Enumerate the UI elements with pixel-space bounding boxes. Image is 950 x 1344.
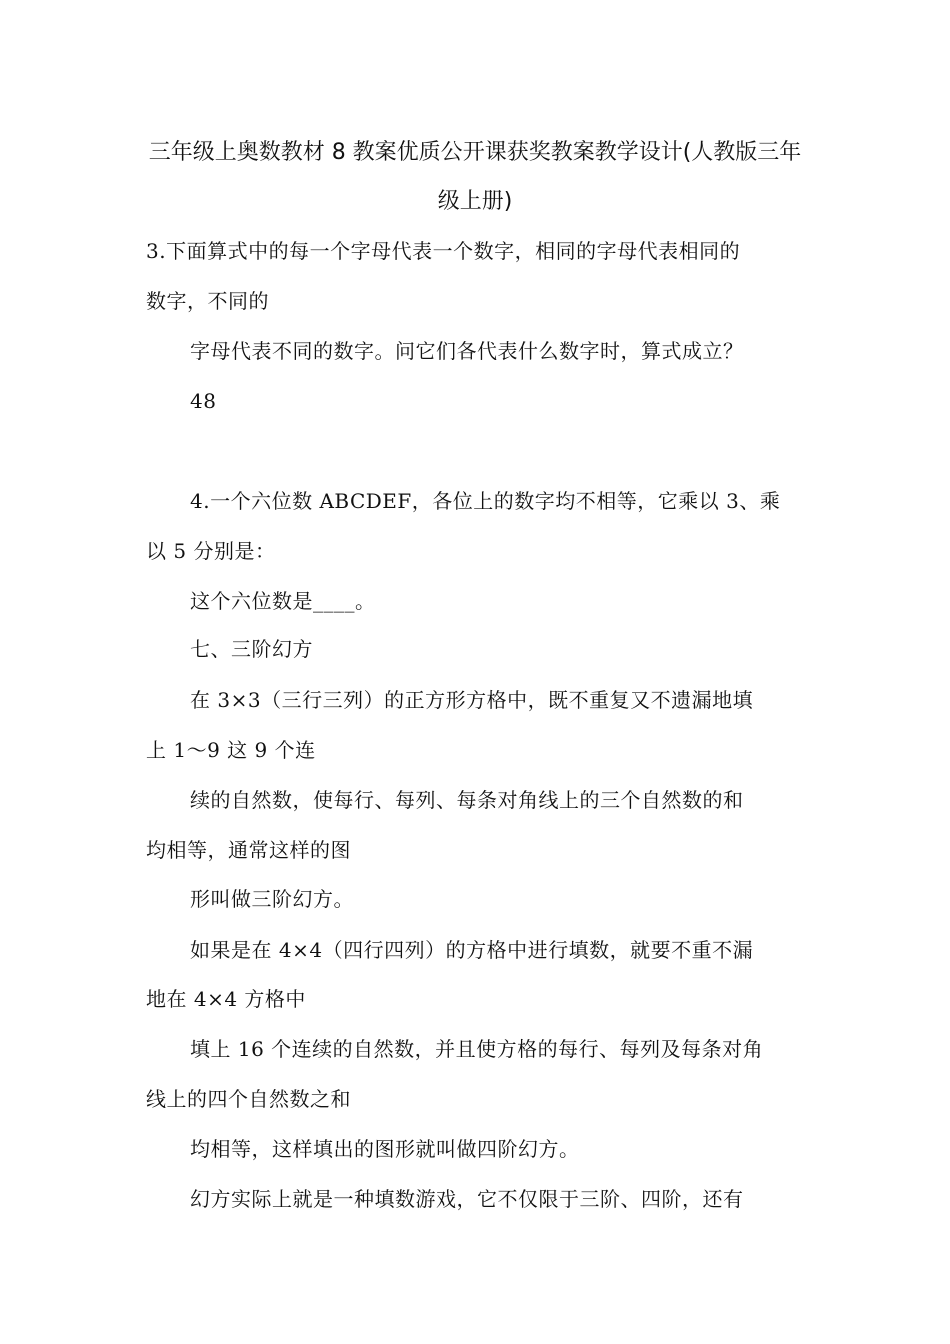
paragraph-line: 续的自然数，使每行、每列、每条对角线上的三个自然数的和 <box>190 788 744 812</box>
paragraph-line: 形叫做三阶幻方。 <box>190 887 354 911</box>
problem-3-figure-label: 48 <box>190 389 217 413</box>
paragraph-line: 地在 4×4 方格中 <box>146 987 306 1011</box>
paragraph-line: 如果是在 4×4（四行四列）的方格中进行填数，就要不重不漏 <box>190 938 754 962</box>
document-title-line-2: 级上册) <box>437 189 513 214</box>
problem-3-line-3: 字母代表不同的数字。问它们各代表什么数字时，算式成立？ <box>190 339 744 363</box>
paragraph-line: 均相等，这样填出的图形就叫做四阶幻方。 <box>190 1137 580 1161</box>
paragraph-line: 均相等，通常这样的图 <box>146 838 351 862</box>
document-title-line-1: 三年级上奥数教材 8 教案优质公开课获奖教案教学设计(人教版三年 <box>148 140 802 165</box>
paragraph-line: 线上的四个自然数之和 <box>146 1087 351 1111</box>
paragraph-line: 上 1～9 这 9 个连 <box>146 738 316 762</box>
section-heading-magic-square: 七、三阶幻方 <box>190 637 313 661</box>
problem-4-answer-line: 这个六位数是____。 <box>190 589 376 613</box>
problem-3-line-1: 3.下面算式中的每一个字母代表一个数字，相同的字母代表相同的 <box>146 239 741 263</box>
problem-4-line-1: 4.一个六位数 ABCDEF，各位上的数字均不相等，它乘以 3、乘 <box>190 489 781 513</box>
paragraph-line: 在 3×3（三行三列）的正方形方格中，既不重复又不遗漏地填 <box>190 688 754 712</box>
problem-3-line-2: 数字，不同的 <box>146 289 269 313</box>
paragraph-line: 幻方实际上就是一种填数游戏，它不仅限于三阶、四阶，还有 <box>190 1187 744 1211</box>
paragraph-line: 填上 16 个连续的自然数，并且使方格的每行、每列及每条对角 <box>190 1037 764 1061</box>
problem-4-line-2: 以 5 分别是： <box>146 539 276 563</box>
